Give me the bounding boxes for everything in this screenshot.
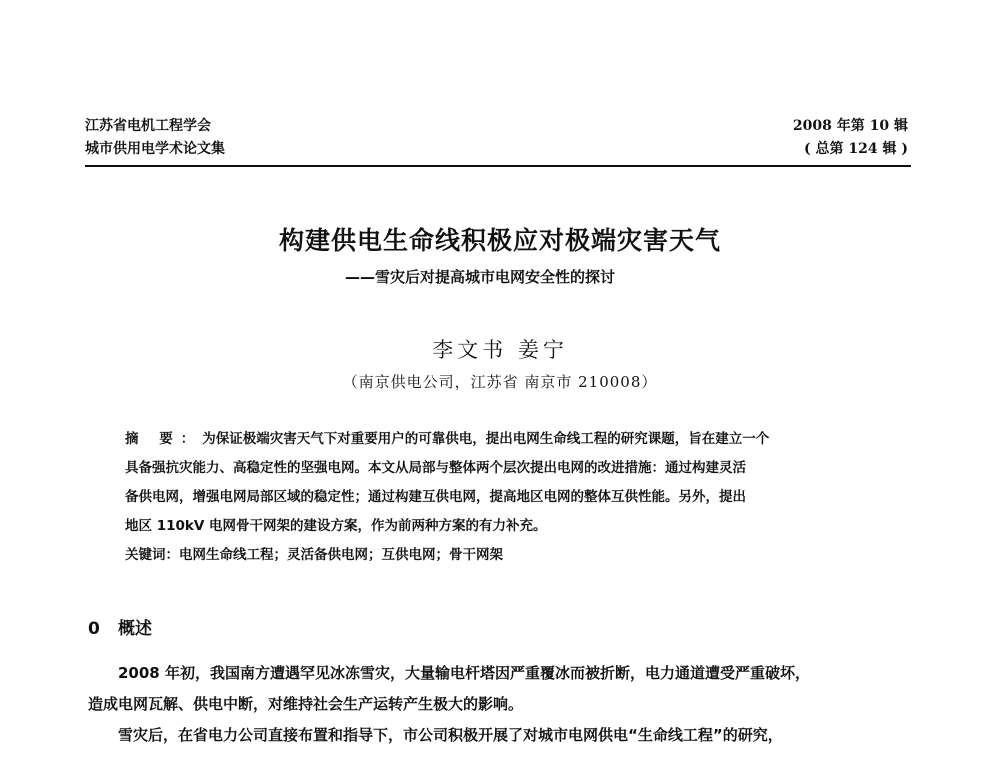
header-total-issue: ( 总第 124 辑 ) <box>804 141 908 157</box>
paper-affiliation: （南京供电公司，江苏省 南京市 210008） <box>342 373 658 391</box>
body-paragraph-line: 造成电网瓦解、供电中断，对维持社会生产运转产生极大的影响。 <box>88 695 524 713</box>
abstract-line: 备供电网，增强电网局部区域的稳定性；通过构建互供电网，提高地区电网的整体互供性能。另外，提出 <box>125 489 746 505</box>
keywords-text: 电网生命线工程；灵活备供电网；互供电网；骨干网架 <box>179 547 503 563</box>
paper-authors: 李文书 姜宁 <box>432 338 568 362</box>
header-society: 江苏省电机工程学会 <box>85 118 211 134</box>
abstract-label: 摘 要： <box>125 431 203 447</box>
section-heading <box>88 619 152 639</box>
keywords-label: 关键词： <box>125 547 179 563</box>
section-number: 0 <box>88 619 100 639</box>
paper-subtitle: ——雪灾后对提高城市电网安全性的探讨 <box>345 268 616 286</box>
abstract-line <box>125 430 769 448</box>
abstract-text: 为保证极端灾害天气下对重要用户的可靠供电，提出电网生命线工程的研究课题，旨在建立一个 <box>202 431 770 447</box>
body-paragraph-line: 雪灾后，在省电力公司直接布置和指导下，市公司积极开展了对城市电网供电“生命线工程”的研究， <box>118 726 783 744</box>
keywords-line <box>125 546 503 564</box>
header-collection: 城市供用电学术论文集 <box>85 141 225 157</box>
header-rule <box>85 165 911 167</box>
body-paragraph-line: 2008 年初，我国南方遭遇罕见冰冻雪灾，大量输电杆塔因严重覆冰而被折断，电力通道遭受严重破坏， <box>118 664 810 682</box>
abstract-line: 具备强抗灾能力、高稳定性的坚强电网。本文从局部与整体两个层次提出电网的改进措施：通过构建灵活 <box>125 460 746 476</box>
paper-title: 构建供电生命线积极应对极端灾害天气 <box>278 226 721 255</box>
abstract-line: 地区 110kV 电网骨干网架的建设方案，作为前两种方案的有力补充。 <box>125 518 547 534</box>
header-issue: 2008 年第 10 辑 <box>792 118 908 134</box>
section-title: 概述 <box>118 619 152 639</box>
